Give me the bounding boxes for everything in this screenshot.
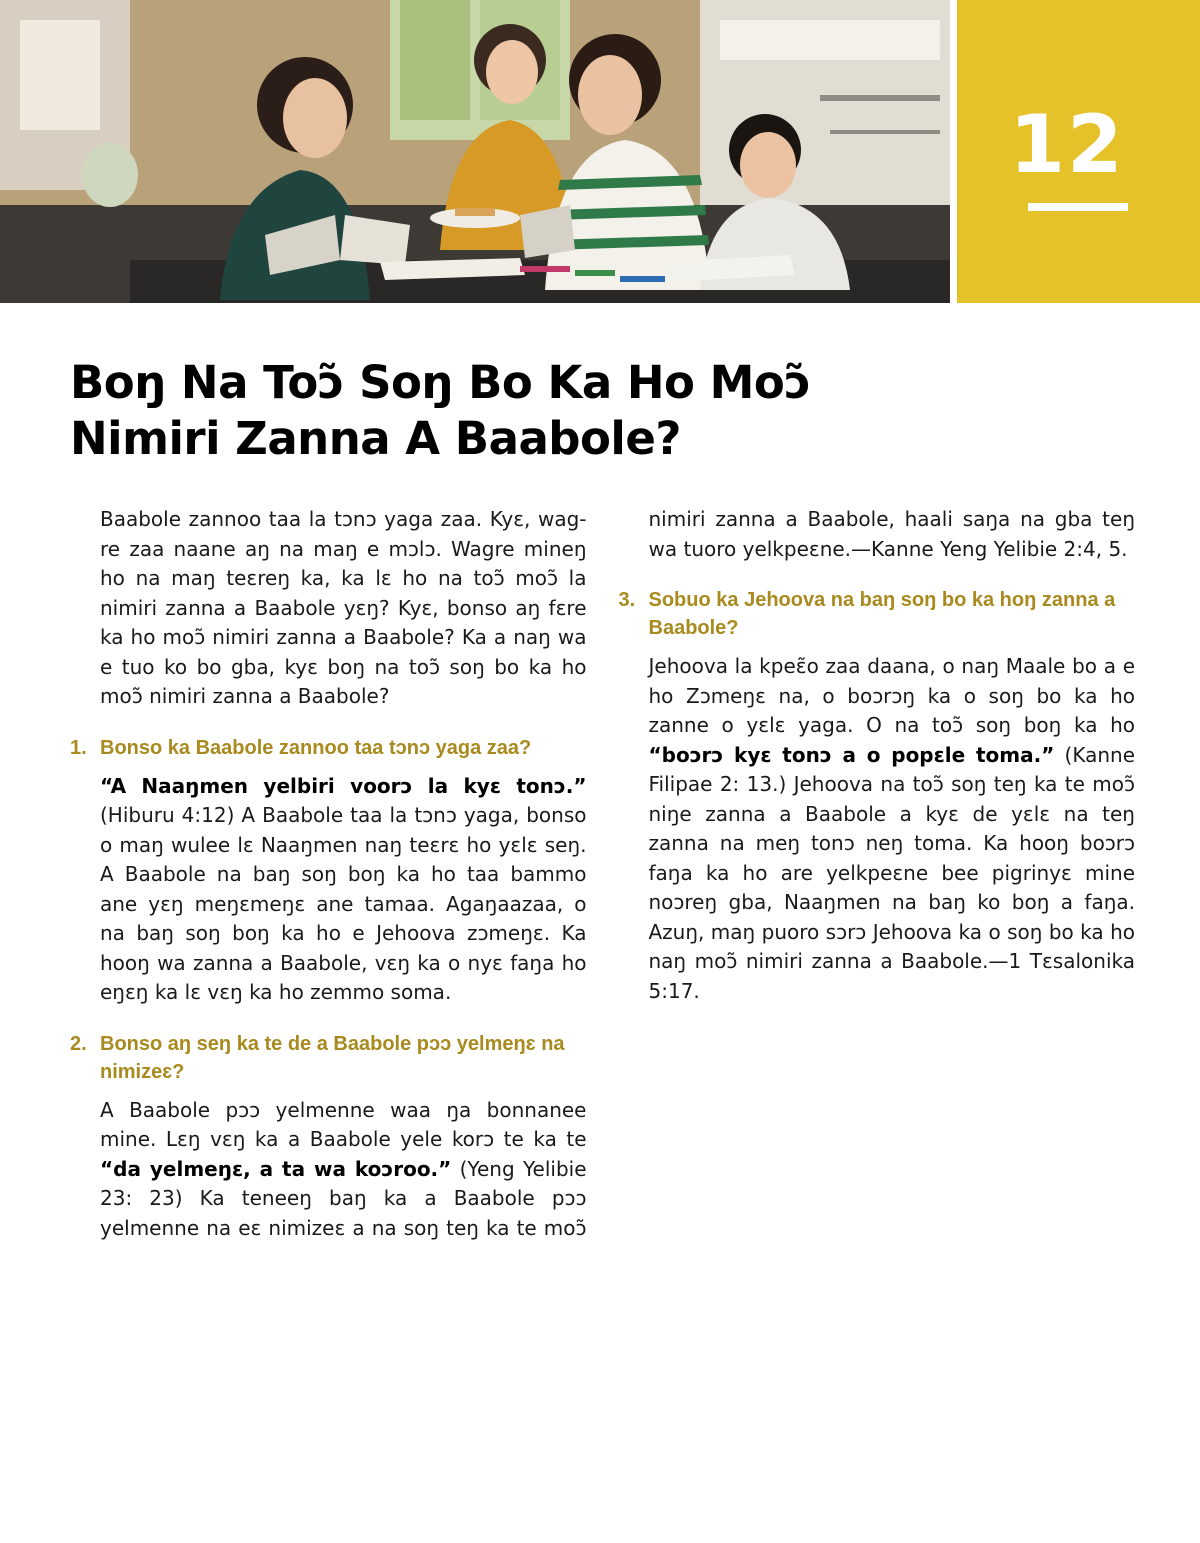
page-title [70,355,970,467]
lesson-number-underline [1028,203,1128,211]
question-3-heading [619,586,1136,642]
answer-text: Jehoova la kpeɛ̃o zaa daana, o naŋ Maale bo a e ho Zɔmeŋɛ na, o boɔrɔŋ ka o soŋ bo ka ho zanne o yɛlɛ yaga. O na toɔ̃ soŋ boŋ ka ho [648,654,1135,737]
question-1-heading [70,734,587,762]
answer-text: (Hiburu 4:12) A Baabole taa la tɔnɔ yaga, bonso o maŋ wulee lɛ Naaŋmen naŋ teɛrɛ ho yɛlɛ seŋ. A Baabole na baŋ soŋ boŋ ka ho taa bammo ane yɛŋ meŋɛmeŋɛ ane tamaa. Agaŋaazaa, o na baŋ soŋ boŋ ka ho e Jehoova zɔmeŋɛ. Ka hooŋ wa zanna a Baabole, vɛŋ ka o nyɛ faŋa ho eŋɛŋ ka lɛ vɛŋ ka ho zemmo soma. [100,803,587,1004]
question-number: 1. [70,736,87,759]
question-2-heading [70,1030,587,1086]
answer-3-paragraph [649,652,1136,1006]
scripture-quote: “boɔrɔ kyɛ tonɔ a o popɛle toma.” [648,742,1055,767]
lesson-number-tab [957,0,1200,303]
question-number: 3. [618,589,636,611]
intro-paragraph: Baabole zannoo taa la tɔnɔ yaga zaa. Kyɛ, wagre zaa naane aŋ na maŋ e mɔlɔ. Wagre mineŋ ho na maŋ teɛreŋ ka, ka lɛ ho na toɔ̃ moɔ̃ la nimiri zanna a Baabole yɛŋ? Kyɛ, bonso aŋ fɛre ka ho moɔ̃ nimiri zanna a Baabole? Ka a naŋ wa e tuo ko bo gba, kyɛ boŋ na toɔ̃ soŋ bo ka ho moɔ̃ nimiri zanna a Baabole? [100,507,587,708]
answer-text: A Baabole pɔɔ yelmenne waa ŋa bonnanee mine. Lɛŋ vɛŋ ka a Baabole yele korɔ te ka te [100,1097,587,1151]
hero-photo [0,0,950,303]
question-text: Bonso aŋ seŋ ka te de a Baabole pɔɔ yelmeŋɛ na nimizeɛ? [100,1032,565,1083]
question-text: Bonso ka Baabole zannoo taa tɔnɔ yaga zaa? [100,736,532,759]
answer-text-continued: (Kanne Filipae 2: 13.) Jehoova na toɔ̃ soŋ teŋ ka te moɔ̃ niŋe zanna a Baabole a kyɛ de yɛlɛ na teŋ zanna na meŋ tonɔ neŋ toma. Ka hooŋ boɔrɔ faŋa ka ho are yelkpeɛne bee pigrinyɛ mine noɔreŋ gba, Naaŋmen na baŋ ko boŋ a faŋa. Azuŋ, maŋ puoro sɔrɔ Jehoova ka o soŋ bo ka ho naŋ moɔ̃ nimiri zanna a Baabole.—1 Tɛsalonika 5:17. [648,742,1135,1003]
question-text: Sobuo ka Jehoova na baŋ soŋ bo ka hoŋ zanna a Baabole? [648,589,1116,639]
family-study-photo [0,0,950,303]
scripture-quote: “A Naaŋmen yelbiri voorɔ la kyɛ tonɔ.” [100,773,587,798]
answer-1-paragraph [100,772,587,1008]
answer-text-continued: (Yeng Yelibie 23: 23) Ka teneeŋ baŋ ka a Baabole pɔɔ yelmenne na eɛ nimizeɛ a na soŋ teŋ ka te moɔ̃ nimiri zanna a Baabole, haali saŋa na gba teŋ wa tuoro yelkpeɛne.—Kanne Yeng Yelibie 2:4, 5. [100,507,1135,1240]
article-body [70,505,1135,1265]
question-number: 2. [70,1032,87,1055]
scripture-quote: “da yelmeŋɛ, a ta wa koɔroo.” [100,1156,452,1181]
title-line-1: Boŋ Na Toɔ̃ Soŋ Bo Ka Ho Moɔ̃ [70,356,811,409]
lesson-number: 12 [1009,98,1125,191]
title-line-2: Nimiri Zanna A Baabole? [70,412,681,465]
